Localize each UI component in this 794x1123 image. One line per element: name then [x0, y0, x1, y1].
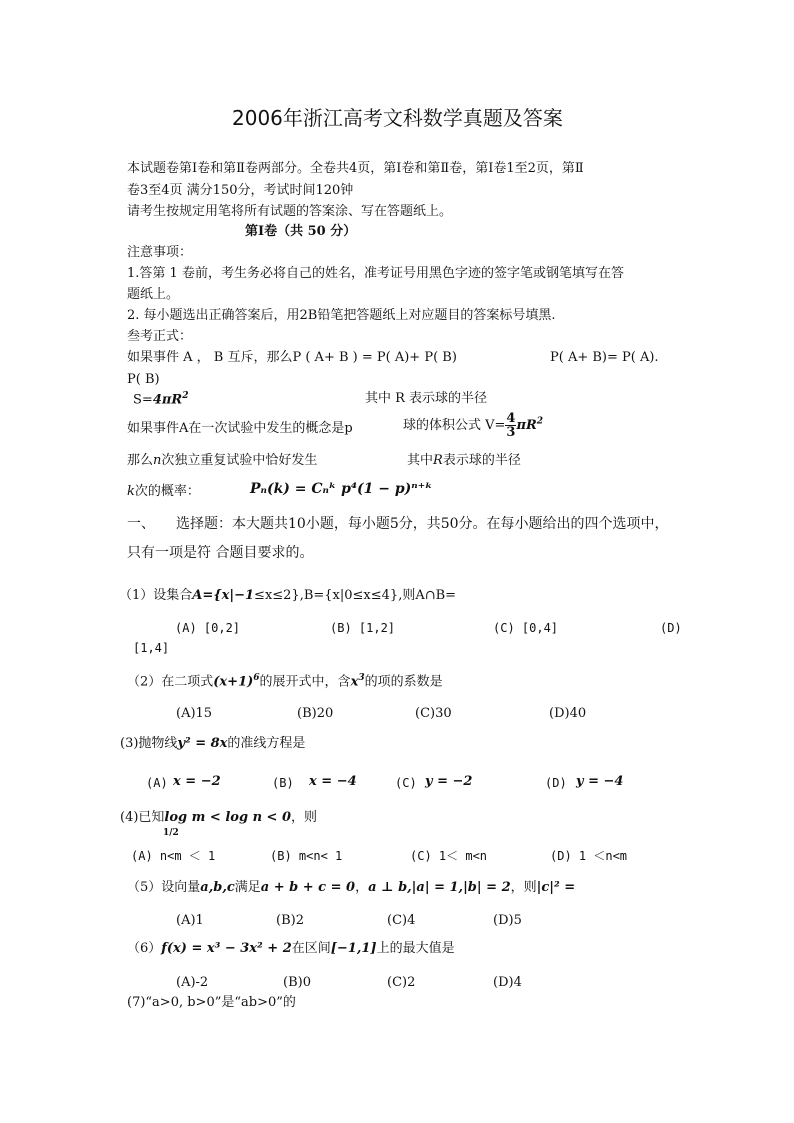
q4-log-base: 1/2 [163, 828, 179, 838]
q1-option-c[interactable]: (C) [0,4] [493, 621, 559, 635]
notes-heading: 注意事项： [127, 245, 193, 260]
q6-option-b[interactable]: (B)0 [283, 975, 311, 990]
q4-option-b[interactable]: (B) m<n< 1 [270, 849, 343, 863]
q6-option-a[interactable]: (A)-2 [176, 975, 209, 990]
sphere-area-desc: 其中 R 表示球的半径 [365, 391, 488, 406]
q2-option-a[interactable]: (A)15 [176, 706, 213, 721]
page-title: 2006年浙江高考文科数学真题及答案 [232, 106, 563, 130]
q3-option-d-label[interactable]: (D) [545, 776, 567, 790]
notes-item-1-cont: 题纸上。 [127, 287, 180, 302]
q1-option-d[interactable]: (D) [660, 621, 682, 635]
q3-option-d-value[interactable]: y = −4 [576, 774, 624, 789]
question-6-stem: （6）f(x) = x³ − 3x² + 2在区间[−1,1]上的最大值是 [127, 941, 455, 956]
sphere-radius-desc: 其中R表示球的半径 [407, 453, 521, 468]
q5-option-b[interactable]: (B)2 [276, 913, 304, 928]
notes-item-2: 2. 每小题选出正确答案后，用2B铅笔把答题纸上对应题目的答案标号填黑. [127, 308, 556, 323]
q4-option-c[interactable]: (C) 1＜ m<n [410, 849, 488, 863]
intro-line-3: 请考生按规定用笔将所有试题的答案涂、写在答题纸上。 [127, 204, 453, 219]
k-times-label: k次的概率： [127, 484, 200, 499]
binomial-formula: Pₙ(k) = Cₙᵏ p⁴(1 − p)ⁿ⁺ᵏ [250, 481, 433, 497]
q1-option-b[interactable]: (B) [1,2] [330, 621, 396, 635]
section1-instructions-cont: 只有一项是符 合题目要求的。 [127, 545, 314, 561]
q4-option-a[interactable]: (A) n<m ＜ 1 [131, 849, 216, 863]
intro-line-1: 本试题卷第Ⅰ卷和第Ⅱ卷两部分。全卷共4页，第Ⅰ卷和第Ⅱ卷，第Ⅰ卷1至2页，第Ⅱ [127, 161, 584, 176]
formula-independent-cont: P( B) [127, 372, 160, 387]
q5-option-d[interactable]: (D)5 [493, 913, 522, 928]
notes-item-1: 1.答第 1 卷前，考生务必将自己的姓名，准考证号用黑色字迹的签字笔或钢笔填写在答 [127, 266, 624, 281]
q1-option-d-cont: [1,4] [133, 641, 170, 655]
q2-option-d[interactable]: (D)40 [549, 706, 587, 721]
question-3-stem: (3)抛物线y² = 8x的准线方程是 [120, 736, 306, 751]
q4-option-d[interactable]: (D) 1 ＜n<m [550, 849, 628, 863]
question-2-stem: （2）在二项式$(x+1)^6$的展开式中，含$x^3$的项的系数是 [127, 673, 443, 690]
q6-option-c[interactable]: (C)2 [387, 975, 416, 990]
question-5-stem: （5）设向量a,b,c满足a + b + c = 0，a ⊥ b,|a| = 1,|b| = 2，则|c|² = [127, 880, 576, 895]
q2-option-c[interactable]: (C)30 [415, 706, 452, 721]
formulas-heading: 叁考正式： [127, 329, 193, 344]
sphere-volume-formula: 球的体积公式 V= $\frac{4}{3}$ $\pi R^2$ [403, 411, 544, 440]
q3-option-a-value[interactable]: x = −2 [173, 774, 221, 789]
q6-option-d[interactable]: (D)4 [493, 975, 522, 990]
question-4-stem: (4)已知log m < log n < 0，则 [120, 810, 318, 825]
section1-instructions: 选择题：本大题共10小题，每小题5分，共50分。在每小题给出的四个选项中， [176, 516, 669, 532]
q5-option-a[interactable]: (A)1 [176, 913, 204, 928]
q3-option-a-label[interactable]: (A) [146, 776, 168, 790]
q3-option-b-label[interactable]: (B) [272, 776, 294, 790]
intro-line-2: 卷3至4页 满分150分，考试时间120钟 [127, 183, 354, 198]
q3-option-c-value[interactable]: y = −2 [425, 774, 473, 789]
repeat-trials-text: 那么n次独立重复试验中恰好发生 [127, 453, 318, 468]
q3-option-c-label[interactable]: (C) [395, 776, 417, 790]
question-7-stem: (7)“a>0, b>0”是“ab>0”的 [127, 995, 296, 1010]
q5-option-c[interactable]: (C)4 [387, 913, 416, 928]
formula-independent: P( A+ B)= P( A). [550, 350, 659, 365]
part-heading: 第Ⅰ卷（共 50 分） [245, 224, 357, 239]
q1-option-a[interactable]: (A) [0,2] [175, 621, 241, 635]
q2-option-b[interactable]: (B)20 [297, 706, 334, 721]
q3-option-b-value[interactable]: x = −4 [309, 774, 357, 789]
question-1-stem: （1）设集合A={x|−1≤x≤2},B={x|0≤x≤4},则A∩B= [119, 588, 457, 603]
sphere-area-formula: $S=4\pi R^2$ [133, 391, 189, 408]
section1-number: 一、 [127, 516, 155, 532]
event-prob-text: 如果事件A在一次试验中发生的概念是p [127, 421, 353, 436]
formula-mutually-exclusive: 如果事件 A ， B 互斥，那么P ( A+ B ) = P( A)+ P( B) [127, 350, 457, 365]
